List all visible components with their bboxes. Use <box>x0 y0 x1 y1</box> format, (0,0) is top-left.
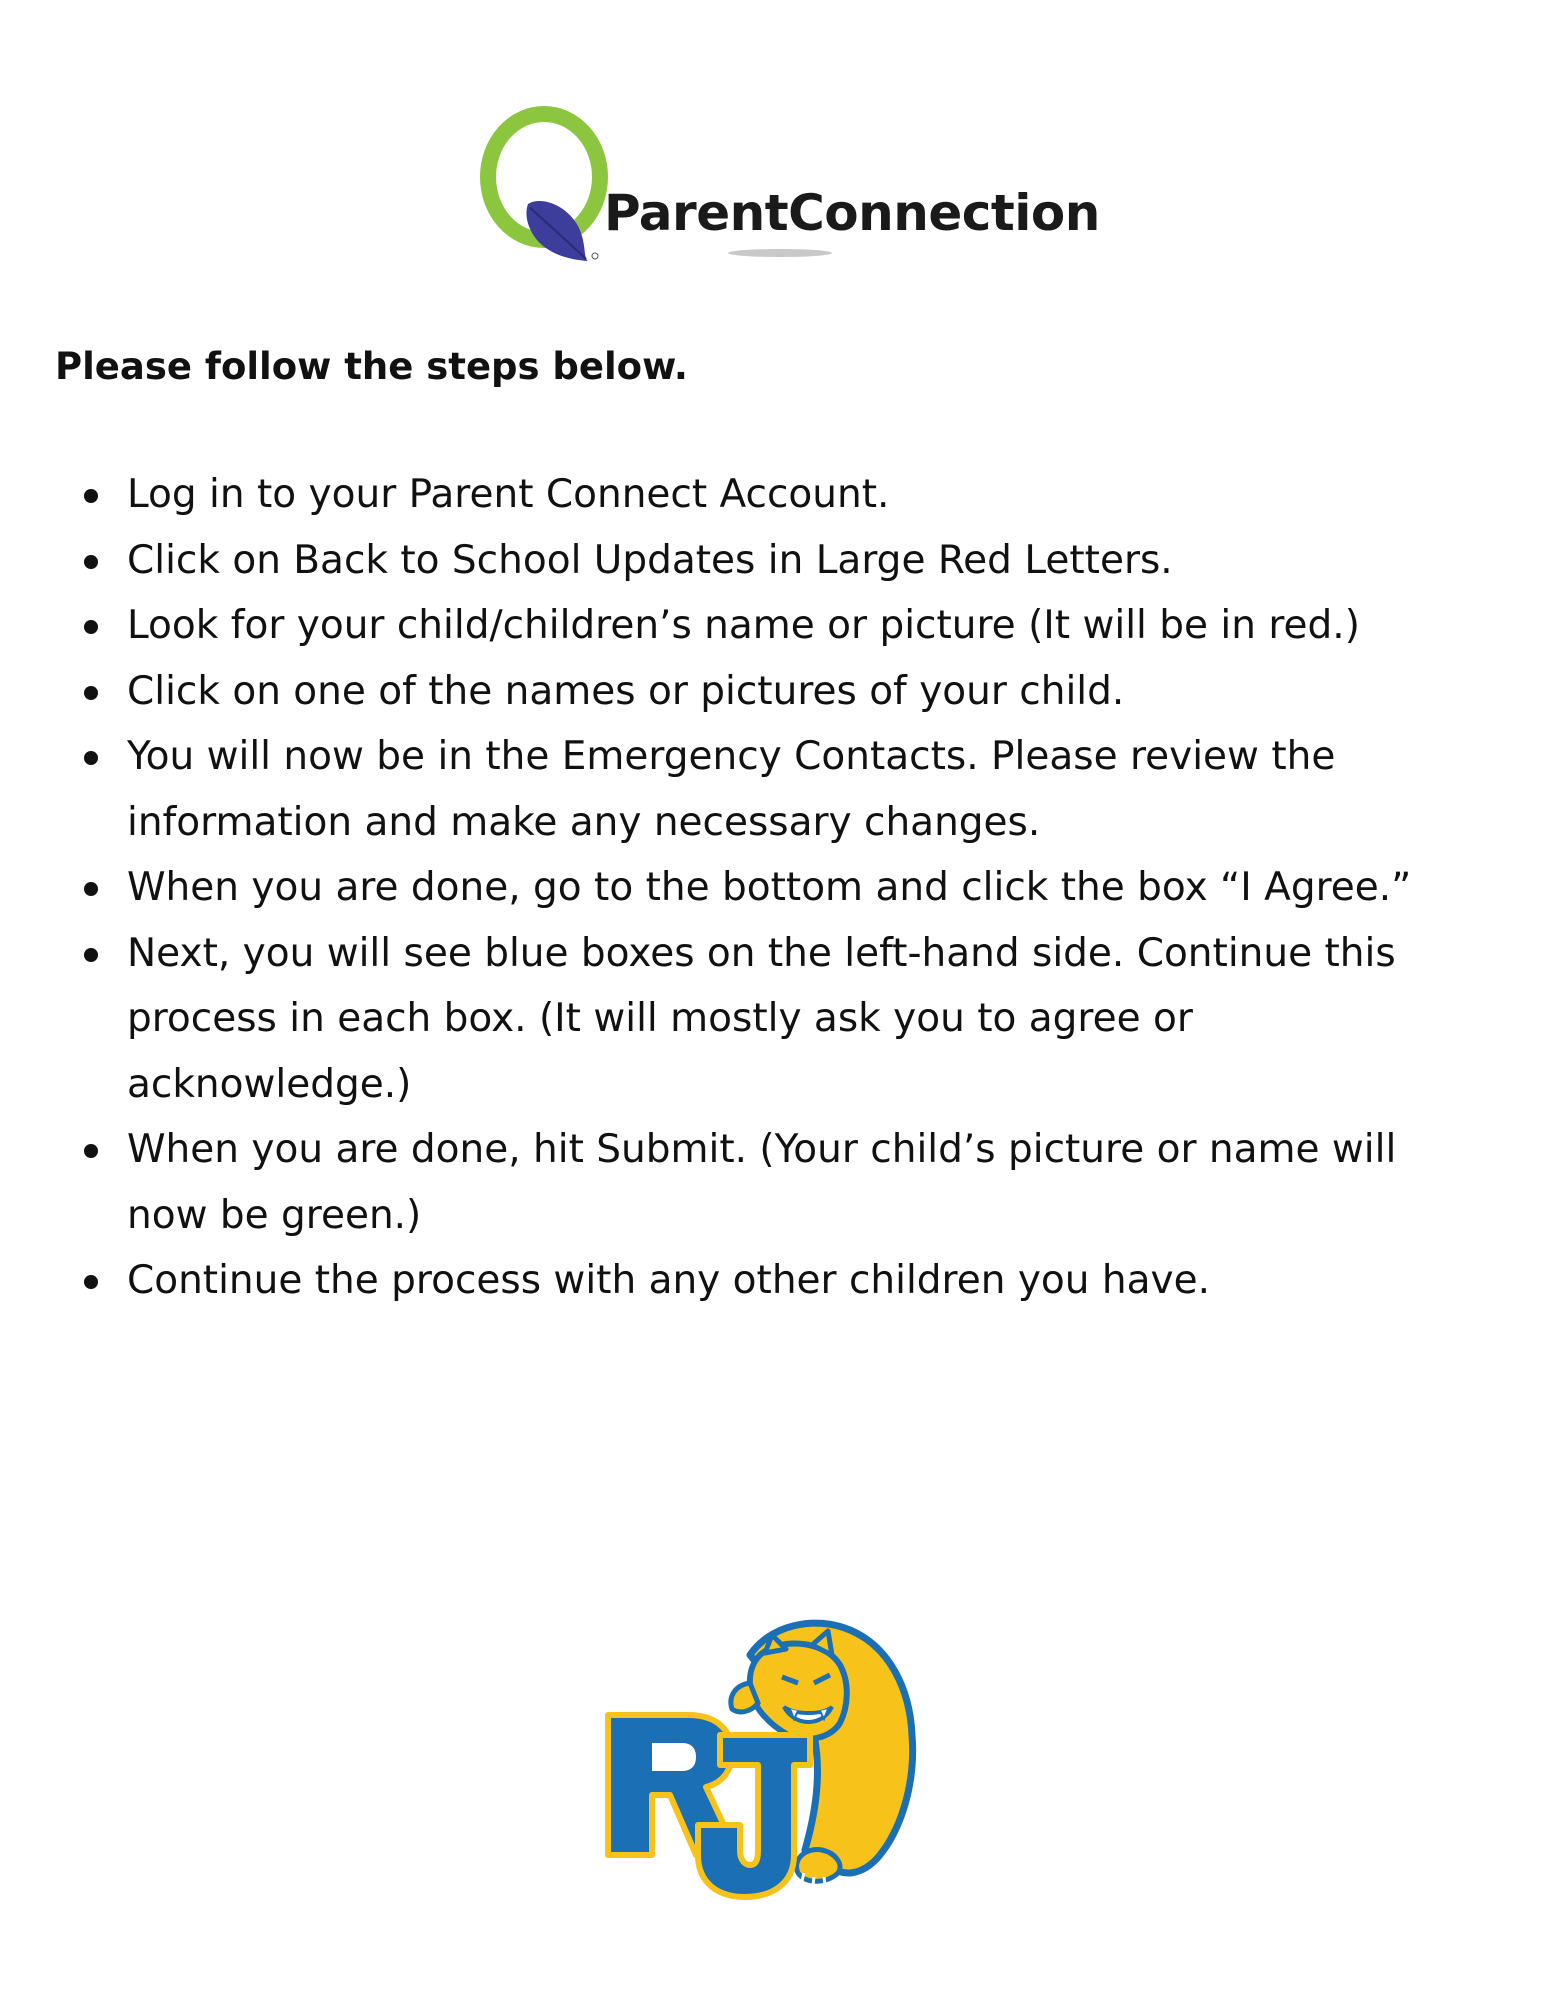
school-mascot-logo <box>600 1615 940 1905</box>
step-text-line: You will now be in the Emergency Contacts. Please review the <box>127 734 1336 779</box>
step-text: Click on one of the names or pictures of your child. <box>127 668 1125 714</box>
step-text-line: process in each box. (It will mostly ask you to agree or <box>127 996 1193 1041</box>
step-item <box>0 462 1545 528</box>
step-text: Click on Back to School Updates in Large Red Letters. <box>127 537 1173 583</box>
step-item <box>0 593 1545 659</box>
step-text: Log in to your Parent Connect Account. <box>127 472 890 517</box>
panther-mascot-icon <box>600 1615 940 1905</box>
steps-list <box>0 462 1545 1314</box>
step-item <box>0 1117 1545 1248</box>
instructions-heading: Please follow the steps below. <box>55 345 688 388</box>
step-item <box>0 855 1545 921</box>
step-text: When you are done, go to the bottom and click the box “I Agree.” <box>127 865 1412 910</box>
step-text-line: information and make any necessary changes. <box>127 799 1041 845</box>
parentconnection-logo <box>470 98 1100 273</box>
step-item <box>0 1248 1545 1314</box>
step-item <box>0 921 1545 1118</box>
step-text-line: now be green.) <box>127 1192 422 1238</box>
brush-stroke-icon <box>725 246 835 260</box>
step-text: Look for your child/children’s name or picture (It will be in red.) <box>127 603 1360 648</box>
step-text-line: acknowledge.) <box>127 1061 412 1107</box>
step-text-line: When you are done, hit Submit. (Your child’s picture or name will <box>127 1127 1397 1172</box>
step-text-line: Next, you will see blue boxes on the left-hand side. Continue this <box>127 930 1396 976</box>
step-text: Continue the process with any other children you have. <box>127 1258 1210 1303</box>
brand-name: ParentConnection <box>604 184 1100 242</box>
step-item <box>0 659 1545 725</box>
step-item <box>0 724 1545 855</box>
step-item <box>0 528 1545 594</box>
